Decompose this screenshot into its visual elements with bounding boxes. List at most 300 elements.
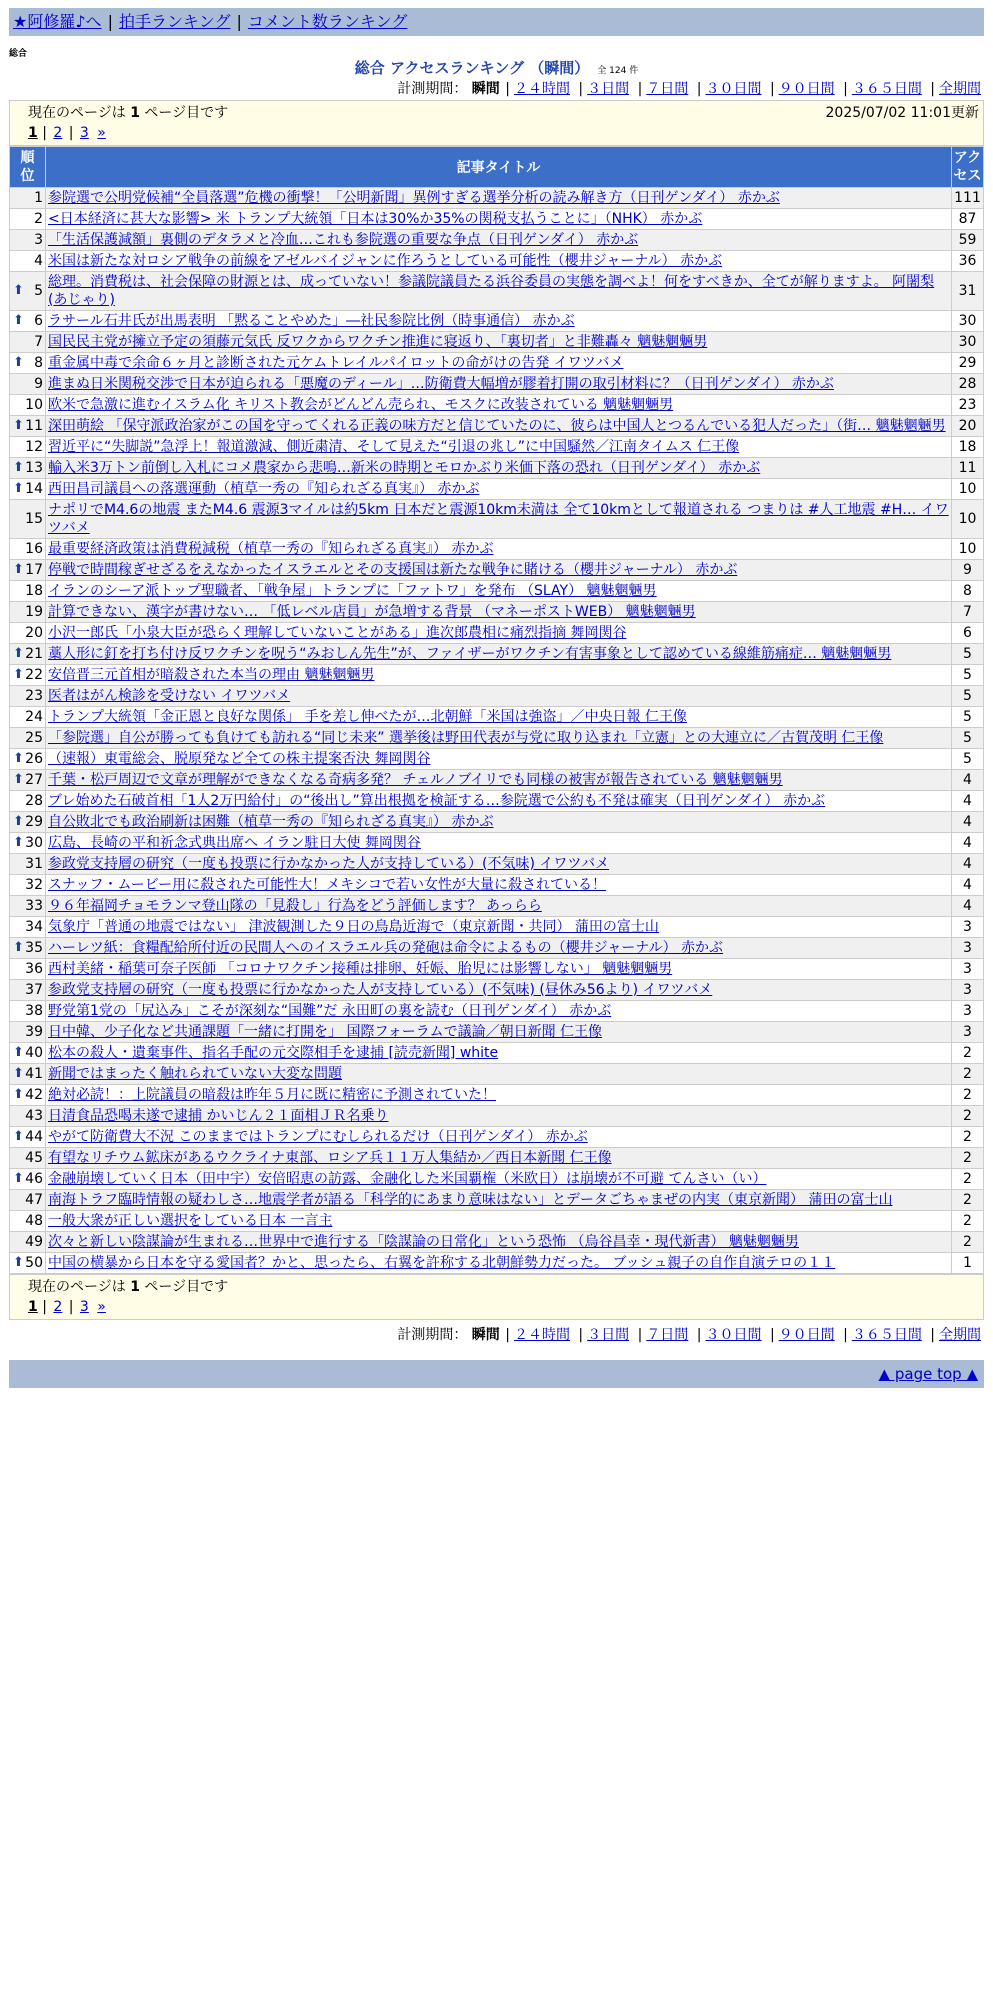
table-row	[10, 749, 984, 770]
article-link[interactable]: やがて防衛費大不況 このままではトランプにむしられるだけ（日刊ゲンダイ） 赤かぶ	[48, 1129, 588, 1145]
access-count: 28	[952, 374, 984, 395]
rank-number: 34	[25, 919, 43, 935]
period-option-30d[interactable]: ３０日間	[705, 1327, 762, 1343]
rank-cell	[10, 644, 46, 665]
table-row	[10, 1064, 984, 1085]
rank-number: 27	[25, 772, 43, 788]
access-count: 5	[952, 707, 984, 728]
title-cell	[46, 1064, 952, 1085]
rank-number: 16	[25, 541, 43, 557]
title-cell	[46, 1232, 952, 1253]
title-cell	[46, 812, 952, 833]
table-row	[10, 1127, 984, 1148]
table-row	[10, 707, 984, 728]
rank-number: 46	[25, 1171, 43, 1187]
rank-cell	[10, 959, 46, 980]
period-option-7d[interactable]: ７日間	[646, 1327, 689, 1343]
rank-number: 6	[34, 313, 43, 329]
title-cell	[46, 353, 952, 374]
article-link[interactable]: スナッフ・ムービー用に殺された可能性大！メキシコで若い女性が大量に殺されている！	[48, 877, 607, 893]
period-option-365d[interactable]: ３６５日間	[851, 1327, 922, 1343]
title-cell	[46, 560, 952, 581]
article-link[interactable]: 計算できない、漢字が書けない… 「低レベル店員」が急増する背景 （マネーポストWEB） 魑魅魍魎男	[48, 604, 696, 620]
access-count: 2	[952, 1190, 984, 1211]
access-count: 59	[952, 230, 984, 251]
rank-cell	[10, 311, 46, 332]
table-row	[10, 938, 984, 959]
title-cell	[46, 458, 952, 479]
title-cell	[46, 272, 952, 311]
article-link[interactable]: 西田昌司議員への落選運動（植草一秀の『知られざる真実』） 赤かぶ	[48, 481, 480, 497]
period-option-3d[interactable]: ３日間	[587, 81, 630, 97]
rank-cell	[10, 896, 46, 917]
access-count: 9	[952, 560, 984, 581]
rank-number: 37	[25, 982, 43, 998]
rank-number: 17	[25, 562, 43, 578]
table-row	[10, 374, 984, 395]
rank-cell	[10, 560, 46, 581]
up-arrow-icon: ⬆	[13, 1066, 24, 1081]
article-link[interactable]: <日本経済に甚大な影響> 米 トランプ大統領「日本は30%か35%の関税支払うことに」（NHK） 赤かぶ	[48, 211, 703, 227]
title-cell	[46, 791, 952, 812]
title-cell	[46, 1148, 952, 1169]
rank-cell	[10, 665, 46, 686]
table-row	[10, 458, 984, 479]
access-count: 5	[952, 728, 984, 749]
rank-cell	[10, 272, 46, 311]
up-arrow-icon: ⬆	[13, 1171, 24, 1186]
access-count: 2	[952, 1064, 984, 1085]
table-row	[10, 311, 984, 332]
next-page-link[interactable]: »	[97, 125, 106, 141]
table-row	[10, 479, 984, 500]
title-cell	[46, 500, 952, 539]
access-count: 4	[952, 896, 984, 917]
table-row	[10, 833, 984, 854]
rank-cell	[10, 416, 46, 437]
access-count: 3	[952, 980, 984, 1001]
article-link[interactable]: 小沢一郎氏「小泉大臣が恐らく理解していないことがある」進次郎農相に痛烈指摘 舞岡関谷	[48, 625, 627, 641]
rank-cell	[10, 917, 46, 938]
access-count: 5	[952, 644, 984, 665]
article-link[interactable]: 参院選で公明党候補“全員落選”危機の衝撃！「公明新聞」異例すぎる選挙分析の読み解き方（日刊ゲンダイ） 赤かぶ	[48, 190, 780, 206]
period-option-90d[interactable]: ９０日間	[778, 81, 835, 97]
article-link[interactable]: 中国の横暴から日本を守る愛国者？かと、思ったら、右翼を許称する北朝鮮勢力だった。 ブッシュ親子の自作自演テロの１１	[48, 1255, 836, 1271]
table-row	[10, 1232, 984, 1253]
period-option-30d[interactable]: ３０日間	[705, 81, 762, 97]
title-cell	[46, 959, 952, 980]
access-count: 2	[952, 1127, 984, 1148]
rank-cell	[10, 1127, 46, 1148]
rank-number: 21	[25, 646, 43, 662]
rank-number: 47	[25, 1192, 43, 1208]
article-link[interactable]: 重金属中毒で余命６ヶ月と診断された元ケムトレイルパイロットの命がけの告発 イワツバメ	[48, 355, 624, 371]
access-count: 5	[952, 665, 984, 686]
table-row	[10, 230, 984, 251]
table-row	[10, 1085, 984, 1106]
article-link[interactable]: ラサール石井氏が出馬表明 「黙ることやめた」―社民参院比例（時事通信） 赤かぶ	[48, 313, 575, 329]
article-link[interactable]: 総理。消費税は、社会保障の財源とは、成っていない！参議院議員たる浜谷委員の実態を調べよ！何をすべきか、全てが解りますよ。 阿闍梨(あじゃり)	[48, 274, 935, 308]
title-cell	[46, 581, 952, 602]
up-arrow-icon: ⬆	[13, 460, 24, 475]
rank-cell	[10, 854, 46, 875]
article-link[interactable]: 輸入米3万トン前倒し入札にコメ農家から悲鳴…新米の時期とモロかぶり米価下落の恐れ（日刊ゲンダイ） 赤かぶ	[48, 460, 761, 476]
separator: |	[107, 12, 113, 31]
page-link-2[interactable]: 2	[53, 1299, 63, 1315]
access-count: 2	[952, 1232, 984, 1253]
current-page-text: 現在のページは 1 ページ目です	[28, 105, 229, 121]
article-link[interactable]: 日中韓、少子化など共通課題「一緒に打開を」 国際フォーラムで議論／朝日新聞 仁王像	[48, 1024, 603, 1040]
access-count: 3	[952, 917, 984, 938]
title-cell	[46, 1022, 952, 1043]
clap-ranking-link[interactable]: 拍手ランキング	[118, 12, 231, 31]
rank-cell	[10, 1064, 46, 1085]
rank-cell	[10, 332, 46, 353]
article-link[interactable]: 野党第1党の「尻込み」こそが深刻な“国難”だ 永田町の裏を読む（日刊ゲンダイ） 赤かぶ	[48, 1003, 612, 1019]
table-row	[10, 539, 984, 560]
rank-number: 49	[25, 1234, 43, 1250]
article-link[interactable]: 参政党支持層の研究（一度も投票に行かなかった人が支持している）(不気味) (昼休み56より) イワツバメ	[48, 982, 713, 998]
title-cell	[46, 980, 952, 1001]
rank-cell	[10, 1148, 46, 1169]
page-title	[9, 58, 984, 78]
period-option-all[interactable]: 全期間	[939, 81, 981, 97]
page-title-text: 総合 アクセスランキング （瞬間）	[354, 59, 590, 77]
table-row	[10, 1148, 984, 1169]
table-row	[10, 791, 984, 812]
pagination-top: 現在のページは 1 ページ目です 2025/07/02 11:01更新 1 | 2 | 3 »	[9, 100, 984, 146]
title-cell	[46, 623, 952, 644]
rank-number: 29	[25, 814, 43, 830]
table-row	[10, 1043, 984, 1064]
title-cell	[46, 1043, 952, 1064]
header-access: アクセス	[952, 147, 984, 188]
access-count: 11	[952, 458, 984, 479]
title-cell	[46, 1127, 952, 1148]
up-arrow-icon: ⬆	[13, 814, 24, 829]
comment-ranking-link[interactable]: コメント数ランキング	[247, 12, 408, 31]
table-row	[10, 353, 984, 374]
table-row	[10, 1106, 984, 1127]
article-link[interactable]: 欧米で急激に進むイスラム化 キリスト教会がどんどん売られ、モスクに改装されている 魑魅魍魎男	[48, 397, 674, 413]
article-link[interactable]: 南海トラフ臨時情報の疑わしさ…地震学者が語る「科学的にあまり意味はない」とデータごちゃまぜの内実（東京新聞） 蒲田の富士山	[48, 1192, 893, 1208]
rank-number: 28	[25, 793, 43, 809]
article-link[interactable]: 藁人形に釘を打ち付け反ワクチンを呪う“みおしん先生”が、ファイザーがワクチン有害事象として認めている線維筋痛症… 魑魅魍魎男	[48, 646, 892, 662]
pagination-bottom: 現在のページは 1 ページ目です 1 | 2 | 3 »	[9, 1274, 984, 1320]
rank-number: 44	[25, 1129, 43, 1145]
rank-cell	[10, 1106, 46, 1127]
article-link[interactable]: 新聞ではまったく触れられていない大変な問題	[48, 1066, 342, 1082]
article-link[interactable]: 広島、長崎の平和祈念式典出席へ イラン駐日大使 舞岡関谷	[48, 835, 421, 851]
article-link[interactable]: 「生活保護減額」裏側のデタラメと冷血…これも参院選の重要な争点（日刊ゲンダイ） 赤かぶ	[48, 232, 639, 248]
access-count: 1	[952, 1253, 984, 1274]
period-option-24h[interactable]: ２４時間	[513, 81, 570, 97]
access-count: 7	[952, 602, 984, 623]
access-count: 2	[952, 1211, 984, 1232]
rank-number: 39	[25, 1024, 43, 1040]
table-row	[10, 332, 984, 353]
article-link[interactable]: 絶対必読！：上院議員の暗殺は昨年５月に既に精密に予測されていた！	[48, 1087, 496, 1103]
access-count: 4	[952, 854, 984, 875]
table-header-row	[10, 147, 984, 188]
rank-number: 24	[25, 709, 43, 725]
article-link[interactable]: 日清食品恐喝未遂で逮捕 かいじん２１面相ＪＲ名乗り	[48, 1108, 389, 1124]
rank-number: 25	[25, 730, 43, 746]
rank-number: 23	[25, 688, 43, 704]
rank-cell	[10, 623, 46, 644]
table-row	[10, 875, 984, 896]
title-cell	[46, 251, 952, 272]
top-nav-bar	[9, 8, 984, 36]
title-cell	[46, 917, 952, 938]
rank-number: 43	[25, 1108, 43, 1124]
table-row	[10, 1190, 984, 1211]
title-cell	[46, 665, 952, 686]
rank-number: 7	[34, 334, 43, 350]
title-cell	[46, 770, 952, 791]
table-row	[10, 1022, 984, 1043]
article-link[interactable]: ９６年福岡チョモランマ登山隊の「見殺し」行為をどう評価します？ あっらら	[48, 898, 542, 914]
table-row	[10, 209, 984, 230]
total-count: 全 124 件	[597, 66, 639, 76]
rank-cell	[10, 188, 46, 209]
title-cell	[46, 1253, 952, 1274]
title-cell	[46, 1106, 952, 1127]
access-count: 4	[952, 812, 984, 833]
table-row	[10, 623, 984, 644]
article-link[interactable]: 安倍晋三元首相が暗殺された本当の理由 魑魅魍魎男	[48, 667, 375, 683]
article-link[interactable]: 医者はがん検診を受けない イワツバメ	[48, 688, 291, 704]
rank-cell	[10, 581, 46, 602]
rank-cell	[10, 1022, 46, 1043]
article-link[interactable]: 気象庁「普通の地震ではない」 津波観測した９日の鳥島近海で（東京新聞・共同） 蒲田の富士山	[48, 919, 659, 935]
title-cell	[46, 209, 952, 230]
title-cell	[46, 707, 952, 728]
table-row	[10, 251, 984, 272]
rank-number: 14	[25, 481, 43, 497]
access-count: 2	[952, 1169, 984, 1190]
title-cell	[46, 896, 952, 917]
title-cell	[46, 854, 952, 875]
up-arrow-icon: ⬆	[13, 835, 24, 850]
title-cell	[46, 1085, 952, 1106]
access-count: 4	[952, 833, 984, 854]
table-row	[10, 917, 984, 938]
page-top-link[interactable]: ▲ page top ▲	[878, 1365, 978, 1383]
header-rank: 順位	[10, 147, 46, 188]
article-link[interactable]: 千葉・松戸周辺で文章が理解ができなくなる奇病多発？ チェルノブイリでも同様の被害が報告されている 魑魅魍魎男	[48, 772, 783, 788]
rank-number: 42	[25, 1087, 43, 1103]
title-cell	[46, 833, 952, 854]
separator: |	[236, 12, 242, 31]
access-count: 5	[952, 749, 984, 770]
up-arrow-icon: ⬆	[13, 772, 24, 787]
table-row	[10, 437, 984, 458]
period-option-24h[interactable]: ２４時間	[513, 1327, 570, 1343]
period-option-90d[interactable]: ９０日間	[778, 1327, 835, 1343]
page-link-3[interactable]: 3	[79, 125, 89, 141]
rank-number: 33	[25, 898, 43, 914]
table-row	[10, 602, 984, 623]
rank-cell	[10, 1232, 46, 1253]
rank-cell	[10, 1169, 46, 1190]
access-count: 3	[952, 959, 984, 980]
access-count: 10	[952, 500, 984, 539]
rank-cell	[10, 539, 46, 560]
title-cell	[46, 749, 952, 770]
article-link[interactable]: 進まぬ日米関税交渉で日本が迫られる「悪魔のディール」…防衛費大幅増が膠着打開の取引材料に？（日刊ゲンダイ） 赤かぶ	[48, 376, 834, 392]
access-count: 29	[952, 353, 984, 374]
article-link[interactable]: 習近平に“失脚説”急浮上！報道激減、側近粛清、そして見えた“引退の兆し”に中国騒然／江南タイムス 仁王像	[48, 439, 740, 455]
asyura-home-link[interactable]: ★阿修羅♪へ	[13, 12, 102, 31]
table-row	[10, 896, 984, 917]
period-option-365d[interactable]: ３６５日間	[851, 81, 922, 97]
table-row	[10, 770, 984, 791]
rank-number: 26	[25, 751, 43, 767]
table-row	[10, 560, 984, 581]
period-option-all[interactable]: 全期間	[939, 1327, 981, 1343]
period-selector-top: 計測期間： 瞬間 | ２４時間 | ３日間 | ７日間 | ３０日間 | ９０日間 | ３６５日間 | 全期間	[397, 81, 981, 97]
rank-cell	[10, 251, 46, 272]
rank-cell	[10, 812, 46, 833]
access-count: 2	[952, 1085, 984, 1106]
article-link[interactable]: 参政党支持層の研究（一度も投票に行かなかった人が支持している）(不気味) イワツバメ	[48, 856, 610, 872]
rank-number: 35	[25, 940, 43, 956]
access-count: 3	[952, 938, 984, 959]
article-link[interactable]: 西村美緒・稲葉可奈子医師 「コロナワクチン接種は排卵、妊娠、胎児には影響しない」 魑魅魍魎男	[48, 961, 673, 977]
rank-cell	[10, 770, 46, 791]
table-row	[10, 665, 984, 686]
article-link[interactable]: 一般大衆が正しい選択をしている日本 一言主	[48, 1213, 333, 1229]
rank-cell	[10, 938, 46, 959]
article-link[interactable]: ナポリでM4.6の地震 またM4.6 震源3マイルは約5km 日本だと震源10km未満は 全て10kmとして報道される つまりは #人工地震 #H… イワツバメ	[48, 502, 949, 536]
rank-cell	[10, 1001, 46, 1022]
rank-cell	[10, 374, 46, 395]
period-current: 瞬間	[471, 81, 500, 97]
title-cell	[46, 1169, 952, 1190]
rank-cell	[10, 353, 46, 374]
article-link[interactable]: 自公敗北でも政治刷新は困難（植草一秀の『知られざる真実』） 赤かぶ	[48, 814, 494, 830]
table-row	[10, 644, 984, 665]
article-link[interactable]: 次々と新しい陰謀論が生まれる…世界中で進行する「陰謀論の日常化」という恐怖 （烏谷昌幸・現代新書） 魑魅魍魎男	[48, 1234, 799, 1250]
page-link-3[interactable]: 3	[79, 1299, 89, 1315]
up-arrow-icon: ⬆	[13, 940, 24, 955]
access-count: 3	[952, 1001, 984, 1022]
title-cell	[46, 479, 952, 500]
rank-number: 3	[34, 232, 43, 248]
up-arrow-icon: ⬆	[13, 1129, 24, 1144]
rank-number: 2	[34, 211, 43, 227]
ranking-table	[9, 146, 984, 1274]
rank-number: 5	[34, 283, 43, 299]
table-row	[10, 1253, 984, 1274]
rank-number: 38	[25, 1003, 43, 1019]
access-count: 4	[952, 770, 984, 791]
table-row	[10, 728, 984, 749]
rank-number: 48	[25, 1213, 43, 1229]
article-link[interactable]: ブレ始めた石破首相「1人2万円給付」の“後出し”算出根拠を検証する…参院選で公約も不発は確実（日刊ゲンダイ） 赤かぶ	[48, 793, 826, 809]
title-cell	[46, 875, 952, 896]
title-cell	[46, 728, 952, 749]
rank-cell	[10, 500, 46, 539]
rank-cell	[10, 833, 46, 854]
up-arrow-icon: ⬆	[13, 562, 24, 577]
period-option-7d[interactable]: ７日間	[646, 81, 689, 97]
title-cell	[46, 539, 952, 560]
rank-number: 11	[25, 418, 43, 434]
article-link[interactable]: 国民民主党が擁立予定の須藤元気氏 反ワクからワクチン推進に寝返り、「裏切者」と非難轟々 魑魅魍魎男	[48, 334, 708, 350]
article-link[interactable]: 金融崩壊していく日本（田中宇）安倍昭恵の訪露、金融化した米国覇権（米欧日）は崩壊が不可避 てんさい（い）	[48, 1171, 767, 1187]
rank-number: 22	[25, 667, 43, 683]
up-arrow-icon: ⬆	[13, 313, 24, 328]
access-count: 18	[952, 437, 984, 458]
rank-number: 12	[25, 439, 43, 455]
rank-cell	[10, 479, 46, 500]
article-link[interactable]: 松本の殺人・遺棄事件、指名手配の元交際相手を逮捕 [読売新聞] white	[48, 1045, 499, 1061]
updated-timestamp: 2025/07/02 11:01更新	[825, 105, 979, 121]
access-count: 2	[952, 1043, 984, 1064]
access-count: 87	[952, 209, 984, 230]
title-cell	[46, 395, 952, 416]
page	[9, 0, 984, 1388]
access-count: 31	[952, 272, 984, 311]
article-link[interactable]: イランのシーア派トップ聖職者、「戦争屋」トランプに「ファトワ」を発布 （SLAY） 魑魅魍魎男	[48, 583, 657, 599]
title-cell	[46, 938, 952, 959]
article-link[interactable]: 有望なリチウム鉱床があるウクライナ東部、ロシア兵１１万人集結か／西日本新聞 仁王像	[48, 1150, 612, 1166]
article-link[interactable]: 停戦で時間稼ぎせざるをえなかったイスラエルとその支援国は新たな戦争に賭ける（櫻井ジャーナル） 赤かぶ	[48, 562, 738, 578]
rank-number: 4	[34, 253, 43, 269]
rank-cell	[10, 437, 46, 458]
up-arrow-icon: ⬆	[13, 355, 24, 370]
table-row	[10, 959, 984, 980]
period-option-3d[interactable]: ３日間	[587, 1327, 630, 1343]
next-page-link[interactable]: »	[97, 1299, 106, 1315]
article-link[interactable]: 米国は新たな対ロシア戦争の前線をアゼルバイジャンに作ろうとしている可能性（櫻井ジャーナル） 赤かぶ	[48, 253, 723, 269]
rank-cell	[10, 1190, 46, 1211]
rank-cell	[10, 1211, 46, 1232]
rank-cell	[10, 1085, 46, 1106]
article-link[interactable]: ハーレツ紙：食糧配給所付近の民間人へのイスラエル兵の発砲は命令によるもの（櫻井ジャーナル） 赤かぶ	[48, 940, 724, 956]
up-arrow-icon: ⬆	[13, 481, 24, 496]
article-link[interactable]: （速報）東電総会、脱原発など全ての株主提案否決 舞岡関谷	[48, 751, 431, 767]
access-count: 10	[952, 479, 984, 500]
rank-number: 1	[34, 190, 43, 206]
bottom-bar	[9, 1360, 984, 1388]
table-row	[10, 1211, 984, 1232]
title-cell	[46, 686, 952, 707]
table-row	[10, 500, 984, 539]
rank-cell	[10, 707, 46, 728]
access-count: 36	[952, 251, 984, 272]
page-link-1-current: 1	[28, 1299, 38, 1315]
title-cell	[46, 437, 952, 458]
rank-number: 50	[25, 1255, 43, 1271]
article-link[interactable]: トランプ大統領「金正恩と良好な関係」 手を差し伸べたが…北朝鮮「米国は強盗」／中央日報 仁王像	[48, 709, 687, 725]
rank-cell	[10, 458, 46, 479]
table-row	[10, 980, 984, 1001]
rank-number: 18	[25, 583, 43, 599]
article-link[interactable]: 深田萌絵 「保守派政治家がこの国を守ってくれる正義の味方だと信じていたのに、彼らは中国人とつるんでいる犯人だった」（街… 魑魅魍魎男	[48, 418, 946, 434]
rank-number: 10	[25, 397, 43, 413]
rank-cell	[10, 230, 46, 251]
table-row	[10, 1169, 984, 1190]
page-link-2[interactable]: 2	[53, 125, 63, 141]
table-row	[10, 416, 984, 437]
rank-number: 20	[25, 625, 43, 641]
table-row	[10, 854, 984, 875]
article-link[interactable]: 「参院選」自公が勝っても負けても訪れる“同じ未来” 選挙後は野田代表が与党に取り込まれ「立憲」との大連立に／古賀茂明 仁王像	[48, 730, 884, 746]
article-link[interactable]: 最重要経済政策は消費税減税（植草一秀の『知られざる真実』） 赤かぶ	[48, 541, 494, 557]
